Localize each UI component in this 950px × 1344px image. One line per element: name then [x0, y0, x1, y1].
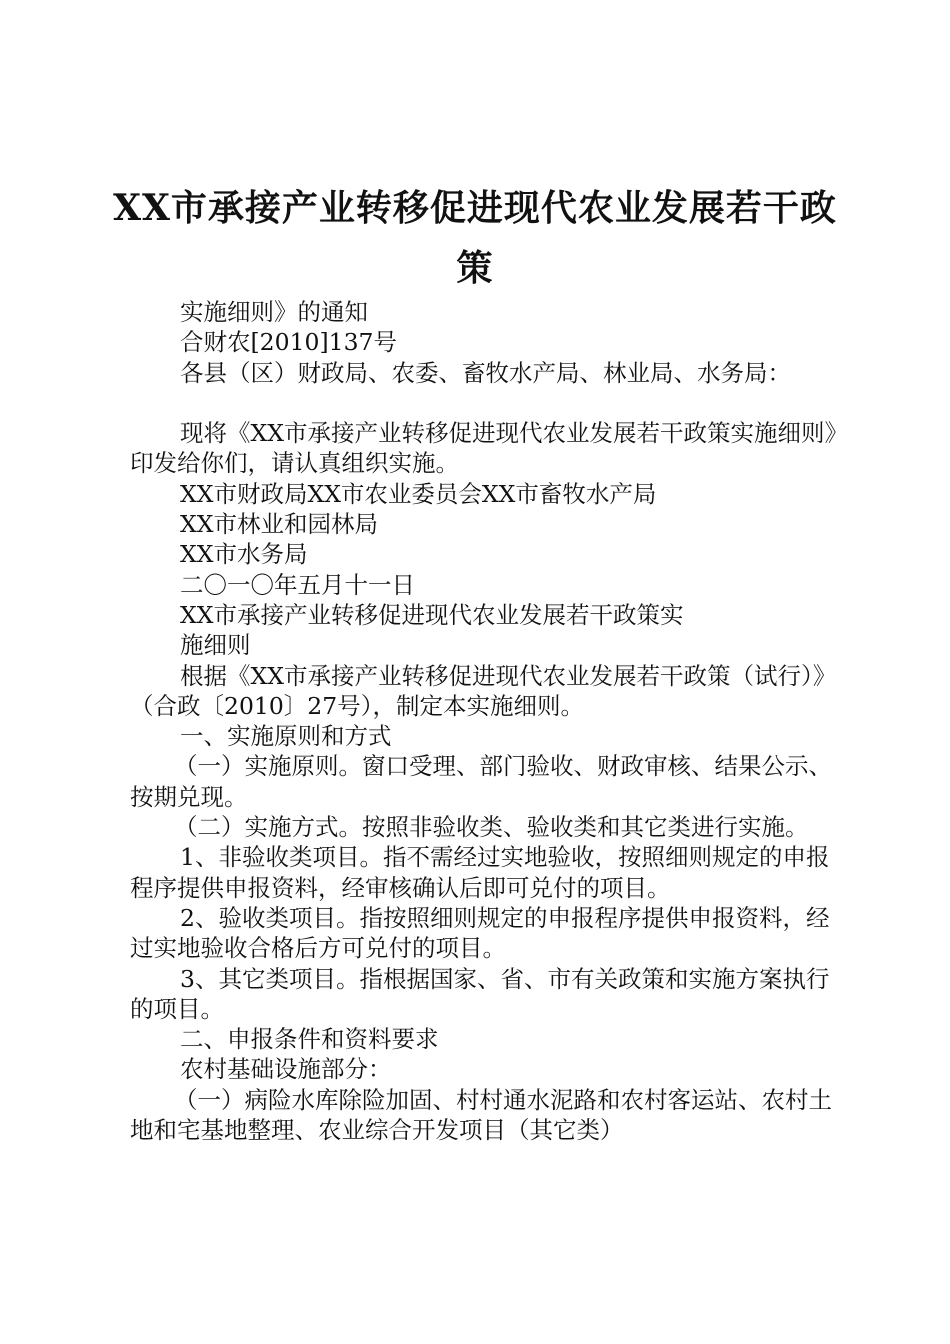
blank-line [130, 388, 850, 418]
clause-1-2: （二）实施方式。按照非验收类、验收类和其它类进行实施。 [174, 813, 809, 842]
issuer-line-3: XX市水务局 [180, 540, 308, 569]
document-title-line-1: XX市承接产业转移促进现代农业发展若干政 [113, 187, 837, 229]
item-1: 1、非验收类项目。指不需经过实地验收，按照细则规定的申报程序提供申报资料，经审核确认后即可兑付的项目。 [130, 843, 830, 902]
rules-intro: 根据《XX市承接产业转移促进现代农业发展若干政策（试行）》（合政〔2010〕27号），制定本实施细则。 [130, 661, 837, 720]
recipients: 各县（区）财政局、农委、畜牧水产局、林业局、水务局： [180, 358, 791, 387]
section-heading-1: 一、实施原则和方式 [180, 722, 392, 751]
rules-title-line-1: XX市承接产业转移促进现代农业发展若干政策实 [180, 600, 684, 629]
document-title-line-2: 策 [456, 247, 494, 289]
item-3: 3、其它类项目。指根据国家、省、市有关政策和实施方案执行的项目。 [130, 964, 830, 1023]
clause-1-1: （一）实施原则。窗口受理、部门验收、财政审核、结果公示、按期兑现。 [130, 752, 832, 811]
subsection-heading: 农村基础设施部分： [180, 1055, 392, 1084]
notice-body: 现将《XX市承接产业转移促进现代农业发展若干政策实施细则》印发给你们，请认真组织实施。 [130, 419, 848, 478]
notice-title-continuation: 实施细则》的通知 [180, 298, 368, 326]
section-heading-2: 二、申报条件和资料要求 [180, 1025, 439, 1054]
clause-2-1: （一）病险水库除险加固、村村通水泥路和农村客运站、农村土地和宅基地整理、农业综合开发项目（其它类） [130, 1085, 832, 1145]
rules-title-line-2: 施细则 [180, 631, 251, 660]
item-2: 2、验收类项目。指按照细则规定的申报程序提供申报资料，经过实地验收合格后方可兑付的项目。 [130, 903, 830, 963]
document-body [130, 297, 850, 1145]
document-number: 合财农[2010]137号 [180, 328, 397, 357]
issue-date: 二〇一〇年五月十一日 [180, 570, 415, 599]
issuer-line-1: XX市财政局XX市农业委员会XX市畜牧水产局 [180, 479, 657, 508]
issuer-line-2: XX市林业和园林局 [180, 510, 378, 539]
